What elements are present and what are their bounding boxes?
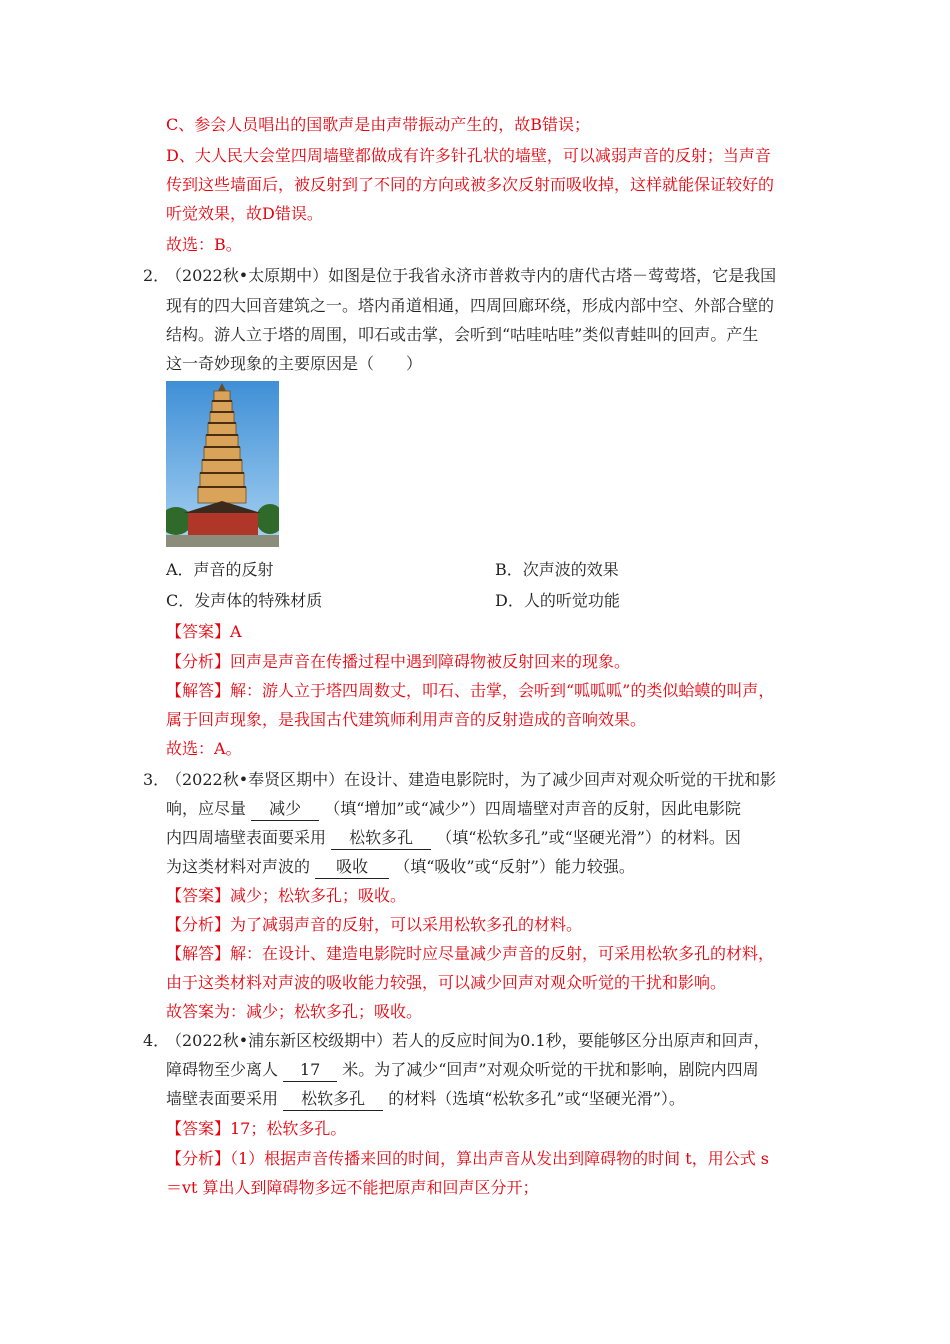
prev-option-c-analysis: C、参会人员唱出的国歌声是由声带振动产生的，故B错误； xyxy=(166,115,591,134)
q3-stem-4 xyxy=(166,856,635,879)
q3-final-answer: 故答案为：减少；松软多孔；吸收。 xyxy=(166,1002,423,1021)
q2-stem-1: （2022秋•太原期中）如图是位于我省永济市普救寺内的唐代古塔－莺莺塔，它是我国 xyxy=(166,266,777,285)
q4-stem-1: （2022秋•浦东新区校级期中）若人的反应时间为0.1秒，要能够区分出原声和回声， xyxy=(166,1031,770,1050)
q2-option-a: A．声音的反射 xyxy=(166,560,274,579)
q3-stem-3-suffix: （填“松软多孔”或“坚硬光滑”）的材料。因 xyxy=(436,828,741,847)
q2-analysis: 【分析】回声是声音在传播过程中遇到障碍物被反射回来的现象。 xyxy=(166,652,631,671)
q3-stem-4-suffix: （填“吸收”或“反射”）能力较强。 xyxy=(394,857,635,876)
q4-stem-3 xyxy=(166,1088,685,1111)
q3-stem-3-prefix: 内四周墙壁表面要采用 xyxy=(166,828,327,847)
q3-number: 3． xyxy=(143,770,170,789)
q3-stem-2 xyxy=(166,798,741,821)
q3-blank-1: 减少 xyxy=(251,798,319,821)
q2-stem-2: 现有的四大回音建筑之一。塔内甬道相通，四周回廊环绕，形成内部中空、外部合壁的 xyxy=(166,296,775,315)
q4-answer: 【答案】17；松软多孔。 xyxy=(166,1119,347,1138)
q2-option-b: B．次声波的效果 xyxy=(495,560,619,579)
q4-stem-2-prefix: 障碍物至少离人 xyxy=(166,1060,279,1079)
q4-stem-3-prefix: 墙壁表面要采用 xyxy=(166,1089,279,1108)
q4-blank-2: 松软多孔 xyxy=(283,1088,383,1111)
q2-number: 2． xyxy=(143,266,170,285)
q3-solution-2: 由于这类材料对声波的吸收能力较强，可以减少回声对观众听觉的干扰和影响。 xyxy=(166,973,727,992)
q3-stem-4-prefix: 为这类材料对声波的 xyxy=(166,857,311,876)
q4-analysis-1: 【分析】（1）根据声音传播来回的时间，算出声音从发出到障碍物的时间 t，用公式 s xyxy=(166,1149,769,1168)
prev-option-d-analysis-2: 传到这些墙面后，被反射到了不同的方向或被多次反射而吸收掉，这样就能保证较好的 xyxy=(166,175,775,194)
q2-option-c: C．发声体的特殊材质 xyxy=(166,591,323,610)
q2-option-d: D．人的听觉功能 xyxy=(495,591,620,610)
q2-answer: 【答案】A xyxy=(166,622,242,641)
q4-analysis-2: ＝vt 算出人到障碍物多远不能把原声和回声区分开； xyxy=(166,1178,539,1197)
q4-stem-2 xyxy=(166,1059,759,1082)
pagoda-photo xyxy=(166,381,279,547)
q3-blank-3: 吸收 xyxy=(315,856,389,879)
q4-stem-3-suffix: 的材料（选填“松软多孔”或“坚硬光滑”）。 xyxy=(388,1089,685,1108)
prev-option-d-analysis-1: D、大人民大会堂四周墙壁都做成有许多针孔状的墙壁，可以减弱声音的反射；当声音 xyxy=(166,146,771,165)
q2-solution-1: 【解答】解：游人立于塔四周数丈，叩石、击掌，会听到“呱呱呱”的类似蛤蟆的叫声， xyxy=(166,681,775,700)
q3-stem-2-suffix: （填“增加”或“减少”）四周墙壁对声音的反射，因此电影院 xyxy=(324,799,741,818)
q4-number: 4． xyxy=(143,1031,170,1050)
q3-stem-2-prefix: 响，应尽量 xyxy=(166,799,247,818)
q2-solution-2: 属于回声现象，是我国古代建筑师利用声音的反射造成的音响效果。 xyxy=(166,710,647,729)
q4-blank-1: 17 xyxy=(283,1059,337,1082)
q3-stem-3 xyxy=(166,827,741,850)
q2-stem-4: 这一奇妙现象的主要原因是（ ） xyxy=(166,354,423,373)
q3-analysis: 【分析】为了减弱声音的反射，可以采用松软多孔的材料。 xyxy=(166,915,583,934)
q3-solution-1: 【解答】解：在设计、建造电影院时应尽量减少声音的反射，可采用松软多孔的材料， xyxy=(166,944,775,963)
q3-blank-2: 松软多孔 xyxy=(331,827,431,850)
q3-answer: 【答案】减少；松软多孔；吸收。 xyxy=(166,886,407,905)
q4-stem-2-suffix: 米。为了减少“回声”对观众听觉的干扰和影响，剧院内四周 xyxy=(342,1060,759,1079)
prev-choose: 故选：B。 xyxy=(166,235,242,254)
q3-stem-1: （2022秋•奉贤区期中）在设计、建造电影院时，为了减少回声对观众听觉的干扰和影 xyxy=(166,770,777,789)
q2-stem-3: 结构。游人立于塔的周围，叩石或击掌，会听到“咕哇咕哇”类似青蛙叫的回声。产生 xyxy=(166,325,759,344)
prev-option-d-analysis-3: 听觉效果，故D错误。 xyxy=(166,204,323,223)
q2-choose: 故选：A。 xyxy=(166,739,242,758)
